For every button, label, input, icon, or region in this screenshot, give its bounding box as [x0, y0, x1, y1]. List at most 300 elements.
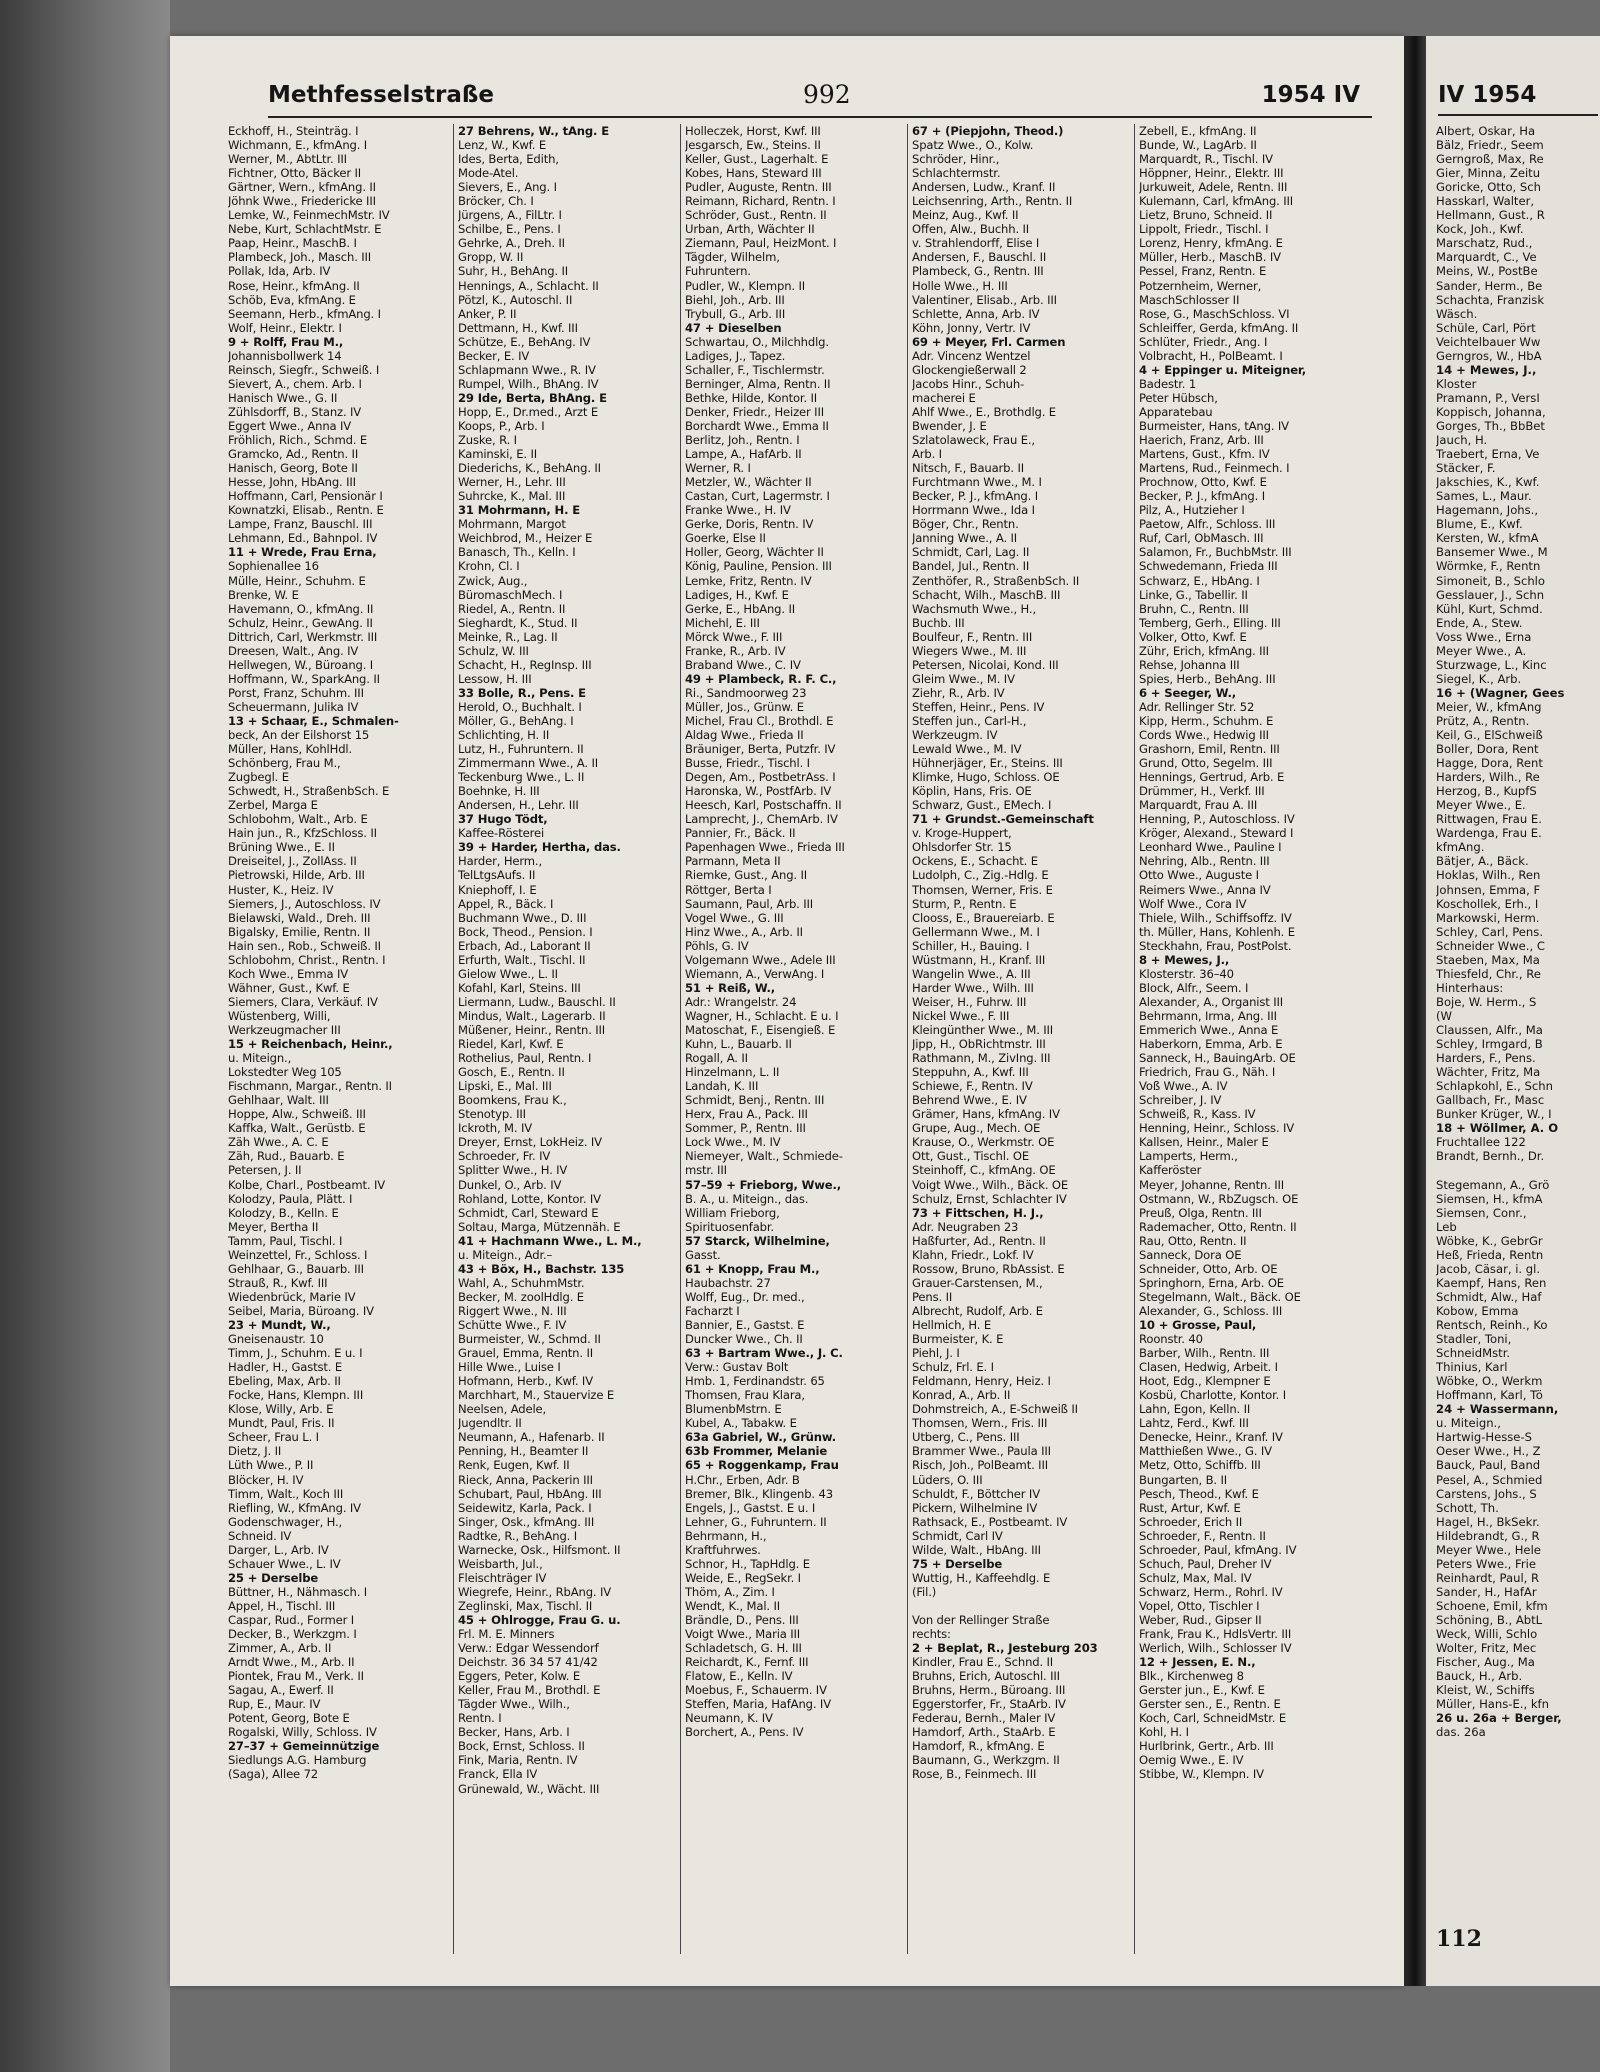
directory-entry: Koppisch, Johanna,	[1436, 404, 1546, 419]
directory-entry: Meyer Wwe., E.	[1436, 798, 1526, 813]
directory-entry: Riedel, Karl, Kwf. E	[458, 1037, 564, 1052]
directory-entry: Becker, M. zoolHdlg. E	[458, 1289, 584, 1304]
directory-column-5	[1134, 124, 1377, 1954]
directory-entry: Marschatz, Rud.,	[1436, 236, 1533, 251]
directory-entry: Lahn, Egon, Kelln. II	[1139, 1402, 1251, 1417]
directory-entry: Petersen, J. II	[228, 1163, 302, 1178]
directory-entry: Temberg, Gerh., Elling. III	[1139, 615, 1281, 630]
directory-entry: Lemke, W., FeinmechMstr. IV	[228, 208, 390, 223]
directory-entry: Kulemann, Carl, kfmAng. III	[1139, 194, 1294, 209]
directory-entry: Staeben, Max, Ma	[1436, 952, 1540, 967]
directory-entry: Bräuniger, Berta, Putzfr. IV	[685, 742, 836, 757]
directory-entry: 65 + Roggenkamp, Frau	[685, 1458, 839, 1473]
directory-entry: Kubel, A., Tabakw. E	[685, 1416, 797, 1431]
directory-entry: Rieck, Anna, Packerin III	[458, 1472, 593, 1487]
directory-entry: 67 + (Piepjohn, Theod.)	[912, 124, 1064, 138]
directory-entry: Duncker Wwe., Ch. II	[685, 1332, 803, 1347]
directory-entry: (Fil.)	[912, 1584, 937, 1599]
directory-entry: Franck, Ella IV	[458, 1767, 538, 1782]
directory-entry: Bunde, W., LagArb. II	[1139, 138, 1257, 153]
directory-entry: Schmidt, Carl, Steward E	[458, 1205, 599, 1220]
directory-entry: Schöning, B., AbtL	[1436, 1612, 1543, 1627]
directory-entry: Bungarten, B. II	[1139, 1472, 1228, 1487]
directory-entry: 25 + Derselbe	[228, 1570, 319, 1585]
directory-entry: 9 + Rolff, Frau M.,	[228, 334, 344, 349]
directory-entry: Martens, Gust., Kfm. IV	[1139, 447, 1270, 462]
directory-entry: Zimmermann Wwe., A. II	[458, 756, 598, 771]
directory-entry: Kobow, Emma	[1436, 1303, 1519, 1318]
directory-entry: Siemsen, H., kfmA	[1436, 1191, 1543, 1206]
directory-entry: Zimmer, A., Arb. II	[228, 1641, 332, 1656]
directory-entry: Schroeder, Erich II	[1139, 1514, 1243, 1529]
directory-entry: Lamperts, Herm.,	[1139, 1149, 1238, 1164]
directory-entry: Stäcker, F.	[1436, 461, 1496, 476]
directory-entry: Bunker Krüger, W., I	[1436, 1107, 1552, 1122]
directory-entry: Sagau, A., Ewerf. II	[228, 1683, 334, 1698]
directory-entry: Meyer, Bertha II	[228, 1219, 319, 1234]
directory-entry: Sander, H., HafAr	[1436, 1584, 1537, 1599]
directory-entry: Weide, E., RegSekr. I	[685, 1570, 801, 1585]
directory-entry: Volbracht, H., PolBeamt. I	[1139, 348, 1283, 363]
directory-entry: Grauer-Carstensen, M.,	[912, 1275, 1043, 1290]
directory-entry: Schwarz, Gust., EMech. I	[912, 798, 1052, 813]
directory-entry: Simoneit, B., Schlo	[1436, 573, 1545, 588]
directory-entry: Soltau, Marga, Mützennäh. E	[458, 1219, 621, 1234]
directory-entry: Schwarz, E., HbAng. I	[1139, 573, 1260, 588]
directory-entry: Hartwig-Hesse-S	[1436, 1430, 1532, 1445]
directory-entry: u. Miteign.,	[228, 1051, 292, 1066]
directory-entry: Schulz, W. III	[458, 643, 529, 658]
directory-entry: Holler, Georg, Wächter II	[685, 545, 824, 560]
directory-entry: Schley, Irmgard, B	[1436, 1037, 1543, 1052]
directory-entry: Dettmann, H., Kwf. III	[458, 320, 578, 335]
directory-entry: Hesse, John, HbAng. III	[228, 475, 356, 490]
page-number: 992	[803, 80, 851, 109]
directory-entry: Alexander, A., Organist III	[1139, 994, 1284, 1009]
directory-entry: Mohrmann, Margot	[458, 517, 566, 532]
directory-entry: Schönberg, Frau M.,	[228, 756, 341, 771]
directory-entry: Schwarz, Herm., Rohrl. IV	[1139, 1584, 1283, 1599]
directory-entry: Kolbe, Charl., Postbeamt. IV	[228, 1177, 386, 1192]
directory-entry: Neumann, K. IV	[685, 1711, 773, 1726]
directory-entry: Marquardt, C., Ve	[1436, 250, 1537, 265]
directory-entry: Gehlhaar, Walt. III	[228, 1093, 329, 1108]
directory-entry: Veichtelbauer Ww	[1436, 334, 1541, 349]
directory-entry: Siemsen, Conr.,	[1436, 1205, 1527, 1220]
directory-entry: Brändle, D., Pens. III	[685, 1612, 799, 1627]
directory-entry: 24 + Wassermann,	[1436, 1402, 1559, 1417]
directory-entry: Siegel, K., Arb.	[1436, 671, 1522, 686]
directory-entry: Kallsen, Heinr., Maler E	[1139, 1135, 1269, 1150]
directory-entry: Schreiber, J. IV	[1139, 1093, 1222, 1108]
directory-entry: Stadler, Toni,	[1436, 1332, 1512, 1347]
directory-entry: Kleist, W., Schiffs	[1436, 1683, 1535, 1698]
directory-entry: Gehrke, A., Dreh. II	[458, 236, 565, 251]
directory-entry: Kolodzy, B., Kelln. E	[228, 1205, 339, 1220]
directory-entry: Lokstedter Weg 105	[228, 1065, 342, 1080]
directory-entry: Gneisenaustr. 10	[228, 1332, 324, 1347]
directory-entry: William Frieborg,	[685, 1205, 780, 1220]
directory-entry: Kock, Joh., Kwf.	[1436, 222, 1524, 237]
directory-entry: Schlobohm, Christ., Rentn. I	[228, 952, 386, 967]
directory-entry: Wilde, Walt., HbAng. III	[912, 1542, 1041, 1557]
directory-entry: v. Strahlendorff, Elise I	[912, 236, 1040, 251]
directory-entry: Gier, Minna, Zeitu	[1436, 166, 1541, 181]
directory-entry: Rumpel, Wilh., BhAng. IV	[458, 376, 599, 391]
directory-entry: Andersen, H., Lehr. III	[458, 798, 579, 813]
directory-entry: Ickroth, M. IV	[458, 1121, 533, 1136]
directory-entry: Schneider, Otto, Arb. OE	[1139, 1261, 1278, 1276]
directory-entry: Kühl, Kurt, Schmd.	[1436, 601, 1543, 616]
directory-entry: 39 + Harder, Hertha, das.	[458, 840, 621, 855]
directory-entry: Bröcker, Ch. I	[458, 194, 534, 209]
directory-entry: Hasskarl, Walter,	[1436, 194, 1535, 209]
directory-entry: Stegelmann, Walt., Bäck. OE	[1139, 1289, 1301, 1304]
directory-entry: Borchert, A., Pens. IV	[685, 1725, 804, 1740]
directory-entry: Metzler, W., Wächter II	[685, 475, 812, 490]
directory-entry: Hmb. 1, Ferdinandstr. 65	[685, 1374, 825, 1389]
directory-entry: Weber, Rud., Gipser II	[1139, 1612, 1262, 1627]
directory-entry: Keller, Frau M., Brothdl. E	[458, 1683, 601, 1698]
directory-entry: Becker, P. J., kfmAng. I	[1139, 489, 1265, 504]
directory-entry: Pannier, Fr., Bäck. II	[685, 826, 796, 841]
directory-entry: Bruhns, Erich, Autoschl. III	[912, 1669, 1060, 1684]
directory-entry: Kownatzki, Elisab., Rentn. E	[228, 503, 384, 518]
directory-entry: Metz, Otto, Schiffb. III	[1139, 1458, 1261, 1473]
directory-entry: Ohlsdorfer Str. 15	[912, 840, 1012, 855]
directory-entry: Ott, Gust., Tischl. OE	[912, 1149, 1030, 1164]
directory-entry: Bremer, Blk., Klingenb. 43	[685, 1486, 833, 1501]
directory-entry: Ruf, Carl, ObMasch. III	[1139, 531, 1264, 546]
directory-entry: Kniephoff, I. E	[458, 882, 537, 897]
directory-entry: Voigt Wwe., Wilh., Bäck. OE	[912, 1177, 1069, 1192]
directory-entry: 63 + Bartram Wwe., J. C.	[685, 1346, 843, 1361]
directory-column-1	[228, 124, 450, 1954]
directory-entry: Thinius, Karl	[1436, 1360, 1508, 1375]
directory-entry: Schott, Th.	[1436, 1500, 1499, 1515]
directory-entry: Castan, Curt, Lagermstr. I	[685, 489, 830, 504]
directory-entry: Anker, P. II	[458, 306, 517, 321]
directory-entry: Otto Wwe., Auguste I	[1139, 868, 1259, 883]
directory-column-2	[453, 124, 680, 1954]
directory-entry: Eggerstorfer, Fr., StaArb. IV	[912, 1697, 1066, 1712]
directory-entry: Heesch, Karl, Postschaffn. II	[685, 798, 842, 813]
directory-entry: Keller, Gust., Lagerhalt. E	[685, 152, 829, 167]
directory-entry: Koschollek, Erh., I	[1436, 896, 1539, 911]
directory-entry: Zebell, E., kfmAng. II	[1139, 124, 1257, 138]
directory-entry: Kraftfuhrwes.	[685, 1542, 761, 1557]
directory-entry: Henning, P., Autoschloss. IV	[1139, 812, 1295, 827]
directory-entry: Koch Wwe., Emma IV	[228, 966, 349, 981]
directory-entry: Lorenz, Henry, kfmAng. E	[1139, 236, 1283, 251]
directory-entry: Kohl, H. I	[1139, 1725, 1189, 1740]
directory-entry: Engels, J., Gastst. E u. I	[685, 1500, 816, 1515]
directory-entry: MaschSchlosser II	[1139, 292, 1240, 307]
directory-entry	[912, 1599, 1134, 1613]
directory-entry: Wüstmann, H., Kranf. III	[912, 952, 1046, 967]
directory-entry: Hinzelmann, L. II	[685, 1065, 780, 1080]
directory-entry: Schnor, H., TapHdlg. E	[685, 1556, 810, 1571]
directory-entry: Brüning Wwe., E. II	[228, 840, 335, 855]
directory-entry: Block, Alfr., Seem. I	[1139, 980, 1249, 995]
directory-entry: Kolodzy, Paula, Plätt. I	[228, 1191, 353, 1206]
directory-entry: Prochnow, Otto, Kwf. E	[1139, 475, 1267, 490]
directory-entry: Franke Wwe., H. IV	[685, 503, 791, 518]
directory-entry: Strauß, R., Kwf. III	[228, 1275, 328, 1290]
directory-entry	[1436, 1163, 1600, 1177]
directory-entry: 29 Ide, Berta, BhAng. E	[458, 390, 607, 405]
directory-entry: Darger, L., Arb. IV	[228, 1542, 329, 1557]
directory-entry: 49 + Plambeck, R. F. C.,	[685, 671, 837, 686]
directory-entry: Wolter, Fritz, Mec	[1436, 1641, 1537, 1656]
directory-entry: Warnecke, Osk., Hilfsmont. II	[458, 1542, 621, 1557]
directory-entry: Fuhruntern.	[685, 264, 751, 279]
directory-entry: Pickern, Wilhelmine IV	[912, 1500, 1038, 1515]
directory-entry: Meins, W., PostBe	[1436, 264, 1538, 279]
directory-entry: Kobes, Hans, Steward III	[685, 166, 822, 181]
directory-entry: Werner, R. I	[685, 461, 751, 476]
directory-entry: Kersten, W., kfmA	[1436, 531, 1539, 546]
directory-entry: Kleingünther Wwe., M. III	[912, 1023, 1054, 1037]
directory-entry: Wiegers Wwe., M. III	[912, 643, 1027, 658]
directory-entry: Wiemann, A., VerwAng. I	[685, 966, 825, 981]
directory-entry: Schulz, Ernst, Schlachter IV	[912, 1191, 1067, 1206]
directory-entry: Splitter Wwe., H. IV	[458, 1163, 568, 1178]
directory-entry: 26 u. 26a + Berger,	[1436, 1711, 1562, 1726]
directory-entry: Baumann, G., Werkzgm. II	[912, 1753, 1060, 1768]
directory-entry: Sturm, P., Rentn. E	[912, 896, 1017, 911]
directory-entry: Lock Wwe., M. IV	[685, 1135, 781, 1150]
directory-entry: Krause, O., Werkmstr. OE	[912, 1135, 1055, 1150]
directory-entry: rechts:	[912, 1627, 951, 1642]
directory-entry: Voss Wwe., Erna	[1436, 629, 1532, 644]
directory-entry: Behrmann, H.,	[685, 1528, 767, 1543]
directory-entry: Oemig Wwe., E. IV	[1139, 1753, 1244, 1768]
directory-entry: Hennings, Gertrud, Arb. E	[1139, 770, 1285, 785]
directory-entry: Kosbü, Charlotte, Kontor. I	[1139, 1388, 1287, 1403]
directory-entry: Wardenga, Frau E.	[1436, 826, 1542, 841]
directory-entry: Zühr, Erich, kfmAng. III	[1139, 643, 1269, 658]
directory-entry: Busse, Friedr., Tischl. I	[685, 756, 810, 771]
directory-entry: Schiller, H., Bauing. I	[912, 938, 1030, 953]
directory-entry: Grünewald, W., Wächt. III	[458, 1781, 600, 1796]
directory-entry: 71 + Grundst.-Gemeinschaft	[912, 812, 1094, 827]
directory-entry: Renk, Eugen, Kwf. II	[458, 1458, 570, 1473]
directory-entry: Fischer, Aug., Ma	[1436, 1655, 1535, 1670]
directory-entry: Volgemann Wwe., Adele III	[685, 952, 836, 967]
directory-entry: Kröger, Alexand., Steward I	[1139, 826, 1294, 841]
directory-entry: Boller, Dora, Rent	[1436, 742, 1539, 757]
directory-entry: Jipp, H., ObRichtmstr. III	[912, 1037, 1046, 1052]
directory-entry: Reimers Wwe., Anna IV	[1139, 882, 1271, 897]
directory-entry: u. Miteign., Adr.–	[458, 1247, 553, 1262]
directory-entry: 10 + Grosse, Paul,	[1139, 1317, 1257, 1332]
directory-entry: Schulz, Max, Mal. IV	[1139, 1570, 1252, 1585]
directory-entry: Vopel, Otto, Tischler I	[1139, 1598, 1260, 1613]
page-header	[268, 76, 1372, 118]
directory-entry: Kafferöster	[1139, 1163, 1202, 1178]
directory-entry: Hopp, E., Dr.med., Arzt E	[458, 404, 599, 419]
directory-entry: Facharzt I	[685, 1303, 740, 1318]
directory-entry: Bälz, Friedr., Seem	[1436, 138, 1544, 153]
directory-entry: Schütze, E., BehAng. IV	[458, 334, 591, 349]
directory-entry: Adr. Rellinger Str. 52	[1139, 699, 1255, 714]
directory-entry: Herzog, B., KupfS	[1436, 784, 1537, 799]
directory-entry: Hurlbrink, Gertr., Arb. III	[1139, 1739, 1274, 1754]
directory-entry: Dunkel, O., Arb. IV	[458, 1177, 562, 1192]
directory-entry: Erbach, Ad., Laborant II	[458, 938, 591, 953]
directory-entry: Frank, Frau K., HdlsVertr. III	[1139, 1627, 1292, 1642]
directory-entry: 37 Hugo Tödt,	[458, 812, 548, 827]
directory-entry: Hellmann, Gust., R	[1436, 208, 1545, 223]
directory-entry: Bruhns, Herm., Büroang. III	[912, 1683, 1066, 1698]
directory-entry: Albert, Oskar, Ha	[1436, 124, 1536, 138]
directory-entry: Thiele, Wilh., Schiffsoffz. IV	[1139, 910, 1292, 925]
directory-entry: Sanneck, Dora OE	[1139, 1247, 1242, 1262]
directory-entry: Gellermann Wwe., M. I	[912, 924, 1040, 939]
directory-entry: Schlobohm, Walt., Arb. E	[228, 812, 368, 827]
directory-entry: Kloster	[1436, 376, 1477, 391]
directory-entry: Siemers, J., Autoschloss. IV	[228, 896, 381, 911]
directory-entry: Büttner, H., Nähmasch. I	[228, 1584, 368, 1599]
directory-entry: Erfurth, Walt., Tischl. II	[458, 952, 586, 967]
directory-entry: Spirituosenfabr.	[685, 1219, 774, 1234]
directory-entry: Harder, Herm.,	[458, 854, 542, 869]
directory-entry: Kaffee-Rösterei	[458, 826, 545, 841]
directory-entry: Jesgarsch, Ew., Steins. II	[685, 138, 821, 153]
directory-entry: Franke, R., Arb. IV	[685, 643, 786, 658]
directory-entry: Hadler, H., Gastst. E	[228, 1360, 343, 1375]
directory-entry: Verw.: Gustav Bolt	[685, 1360, 789, 1375]
directory-entry: 57–59 + Frieborg, Wwe.,	[685, 1177, 842, 1192]
directory-entry: Krohn, Cl. I	[458, 559, 520, 574]
directory-entry: Mörck Wwe., F. III	[685, 629, 783, 644]
directory-entry: Hagel, H., BkSekr.	[1436, 1514, 1540, 1529]
directory-entry: Lampe, Franz, Bauschl. III	[228, 517, 373, 532]
directory-entry: Wichmann, E., kfmAng. I	[228, 138, 368, 153]
directory-entry: Wiegrefe, Heinr., RbAng. IV	[458, 1584, 612, 1599]
directory-entry: Scheer, Frau L. I	[228, 1430, 319, 1445]
directory-entry: Dittrich, Carl, Werkmstr. III	[228, 629, 378, 644]
directory-entry: Peters Wwe., Frie	[1436, 1556, 1536, 1571]
directory-entry: Bandel, Jul., Rentn. II	[912, 559, 1030, 574]
directory-entry: Mundt, Paul, Fris. II	[228, 1416, 335, 1431]
directory-entry: Thomsen, Werner, Fris. E	[912, 882, 1053, 897]
directory-entry: Steffen, Heinr., Pens. IV	[912, 699, 1045, 714]
directory-entry: Radtke, R., BehAng. I	[458, 1528, 578, 1543]
directory-entry: Jugendltr. II	[458, 1416, 522, 1431]
directory-entry: Furchtmann Wwe., M. I	[912, 475, 1042, 490]
directory-entry: Banasch, Th., Kelln. I	[458, 545, 576, 560]
directory-entry: Jurkuweit, Adele, Rentn. III	[1139, 180, 1288, 195]
directory-entry: Hoppe, Alw., Schweiß. III	[228, 1107, 366, 1122]
directory-entry: Friedrich, Frau G., Näh. I	[1139, 1065, 1276, 1080]
directory-entry: Rohland, Lotte, Kontor. IV	[458, 1191, 601, 1206]
directory-entry: 2 + Beplat, R., Jesteburg 203	[912, 1641, 1098, 1656]
directory-entry: Wäsch.	[1436, 306, 1478, 321]
directory-entry: Schladetsch, G. H. III	[685, 1641, 802, 1656]
book-gutter	[1404, 36, 1426, 1986]
directory-entry: Markowski, Herm.	[1436, 910, 1540, 925]
directory-entry: Leb	[1436, 1219, 1457, 1234]
directory-entry: Marquardt, Frau A. III	[1139, 798, 1258, 813]
directory-entry: Siemers, Clara, Verkäuf. IV	[228, 994, 378, 1009]
directory-entry: Neumann, A., Hafenarb. II	[458, 1430, 605, 1445]
directory-entry: Behrend Wwe., E. IV	[912, 1093, 1027, 1108]
directory-entry: Lutz, H., Fuhruntern. II	[458, 742, 584, 757]
directory-entry: Rothelius, Paul, Rentn. I	[458, 1051, 592, 1066]
directory-entry: Stibbe, W., Klempn. IV	[1139, 1767, 1264, 1782]
directory-entry: Hellwegen, W., Büroang. I	[228, 657, 374, 672]
directory-entry: Köhn, Jonny, Vertr. IV	[912, 320, 1031, 335]
directory-entry: Pollak, Ida, Arb. IV	[228, 264, 331, 279]
directory-entry: Wöbke, K., GebrGr	[1436, 1233, 1543, 1248]
directory-entry: Ladiges, J., Tapez.	[685, 348, 786, 363]
directory-entry: Rose, B., Feinmech. III	[912, 1767, 1037, 1782]
directory-entry: 63a Gabriel, W., Grünw.	[685, 1430, 836, 1445]
directory-entry: Horrmann Wwe., Ida I	[912, 503, 1035, 518]
directory-entry: Kaminski, E. II	[458, 447, 537, 462]
directory-entry: Scheuermann, Julika IV	[228, 699, 359, 714]
directory-entry: 8 + Mewes, J.,	[1139, 952, 1230, 967]
directory-entry: Bethke, Hilde, Kontor. II	[685, 390, 818, 405]
directory-entry: Rau, Otto, Rentn. II	[1139, 1233, 1247, 1248]
directory-entry: Wachsmuth Wwe., H.,	[912, 601, 1036, 616]
directory-entry: Petersen, Nicolai, Kond. III	[912, 657, 1059, 672]
directory-entry: Holle Wwe., H. III	[912, 278, 1008, 293]
directory-entry: Pilz, A., Hutzieher I	[1139, 503, 1245, 518]
directory-entry: Matthießen Wwe., G. IV	[1139, 1444, 1272, 1459]
directory-entry: 61 + Knopp, Frau M.,	[685, 1261, 820, 1276]
directory-entry: Preuß, Olga, Rentn. III	[1139, 1205, 1262, 1220]
directory-entry: Hanisch, Georg, Bote II	[228, 461, 358, 476]
directory-entry: Saumann, Paul, Arb. III	[685, 896, 814, 911]
directory-entry: Denker, Friedr., Heizer III	[685, 404, 824, 419]
directory-entry: Kaffka, Walt., Gerüstb. E	[228, 1121, 366, 1136]
directory-entry: Sieghardt, K., Stud. II	[458, 615, 578, 630]
directory-entry: Michehl, E. III	[685, 615, 760, 630]
directory-entry: Rogalski, Willy, Schloss. IV	[228, 1725, 377, 1740]
directory-entry: Grashorn, Emil, Rentn. III	[1139, 742, 1280, 757]
directory-entry: macherei E	[912, 390, 976, 405]
street-title: Methfesselstraße	[268, 82, 495, 108]
directory-entry: Martens, Rud., Feinmech. I	[1139, 461, 1290, 476]
directory-entry: Gerngros, W., HbA	[1436, 348, 1542, 363]
directory-entry: Eckhoff, H., Steinträg. I	[228, 124, 359, 138]
directory-entry: Von der Rellinger Straße	[912, 1612, 1050, 1627]
directory-entry: 18 + Wöllmer, A. O	[1436, 1121, 1559, 1136]
directory-entry: Becker, P. J., kfmAng. I	[912, 489, 1038, 504]
directory-entry: 51 + Reiß, W.,	[685, 980, 776, 995]
directory-entry: 23 + Mundt, W.,	[228, 1317, 331, 1332]
directory-entry: Rose, G., MaschSchloss. VI	[1139, 306, 1290, 321]
directory-entry: Riefling, W., KfmAng. IV	[228, 1500, 361, 1515]
directory-entry: Hofmann, Herb., Kwf. IV	[458, 1374, 593, 1389]
directory-entry: Nebe, Kurt, SchlachtMstr. E	[228, 222, 382, 237]
directory-entry: Flatow, E., Kelln. IV	[685, 1669, 793, 1684]
directory-entry: Ockens, E., Schacht. E	[912, 854, 1038, 869]
directory-entry: Piehl, J. I	[912, 1346, 960, 1361]
directory-entry: Haerich, Franz, Arb. III	[1139, 433, 1264, 448]
directory-entry: Werlich, Wilh., Schlosser IV	[1139, 1641, 1292, 1656]
directory-entry: B. A., u. Miteign., das.	[685, 1191, 809, 1206]
directory-entry: Paetow, Alfr., Schloss. III	[1139, 517, 1276, 532]
directory-entry: Hain sen., Rob., Schweiß. II	[228, 938, 381, 953]
directory-entry: Keil, G., ElSchweiß	[1436, 728, 1543, 743]
directory-entry: Nitsch, F., Bauarb. II	[912, 461, 1024, 476]
directory-entry: Albrecht, Rudolf, Arb. E	[912, 1303, 1043, 1318]
directory-entry: Eggert Wwe., Anna IV	[228, 418, 352, 433]
